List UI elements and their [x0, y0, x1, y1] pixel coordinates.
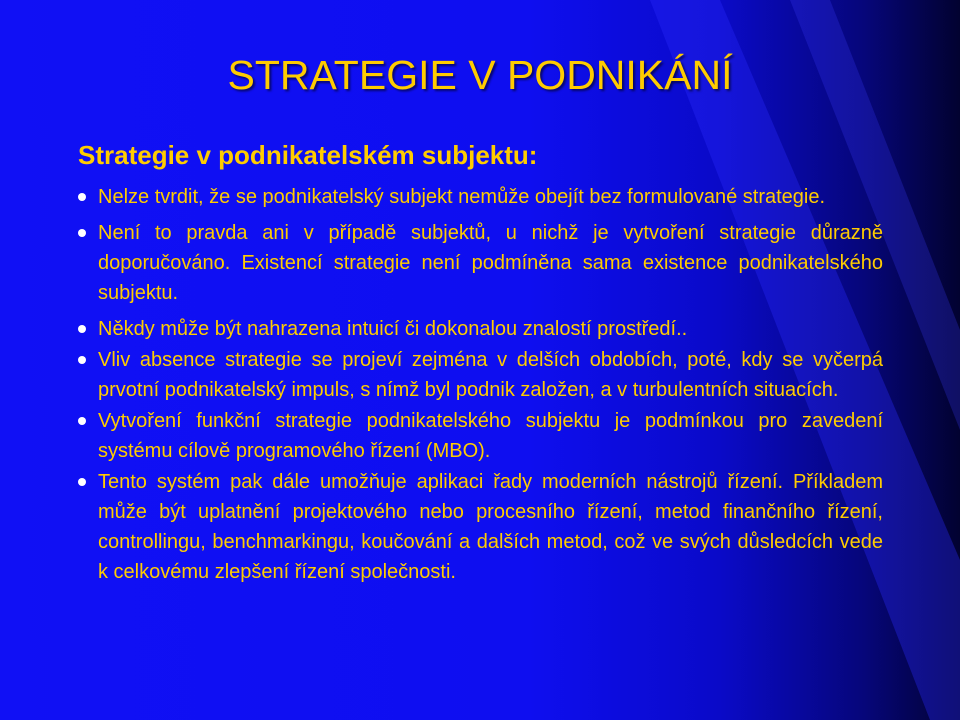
- bullet-item: [78, 345, 883, 405]
- bullet-dot-icon: [78, 417, 86, 425]
- bullet-dot-icon: [78, 193, 86, 201]
- bullet-dot-icon: [78, 325, 86, 333]
- slide-title: STRATEGIE V PODNIKÁNÍ: [227, 52, 733, 98]
- bullet-text: Vliv absence strategie se projeví zejména v delších obdobích, poté, kdy se vyčerpá prvotní podnikatelský impuls, s nímž byl podnik založen, a v turbulentních situacích.: [98, 349, 883, 401]
- bullet-list: [78, 182, 883, 587]
- bullet-text: Není to pravda ani v případě subjektů, u nichž je vytvoření strategie důrazně doporučováno. Existencí strategie není podmíněna sama existence podnikatelského subjektu.: [98, 222, 883, 304]
- bullet-item: [78, 182, 883, 212]
- bullet-text: Někdy může být nahrazena intuicí či dokonalou znalostí prostředí..: [98, 318, 688, 340]
- slide-subtitle: Strategie v podnikatelském subjektu:: [78, 140, 538, 170]
- bullet-text: Nelze tvrdit, že se podnikatelský subjekt nemůže obejít bez formulované strategie.: [98, 186, 826, 208]
- slide-content: [78, 136, 883, 588]
- bullet-item: [78, 467, 883, 587]
- bullet-dot-icon: [78, 478, 86, 486]
- bullet-text: Tento systém pak dále umožňuje aplikaci řady moderních nástrojů řízení. Příkladem může být uplatnění projektového nebo procesního řízení, metod finančního řízení, controllingu, benchmarkingu, koučování a dalších metod, což ve svých důsledcích vede k celkovému zlepšení řízení společnosti.: [98, 471, 883, 583]
- bullet-text: Vytvoření funkční strategie podnikatelského subjektu je podmínkou pro zavedení systému cílově programového řízení (MBO).: [98, 410, 883, 462]
- bullet-item: [78, 314, 883, 344]
- bullet-dot-icon: [78, 229, 86, 237]
- bullet-item: [78, 406, 883, 466]
- bullet-dot-icon: [78, 356, 86, 364]
- bullet-item: [78, 218, 883, 308]
